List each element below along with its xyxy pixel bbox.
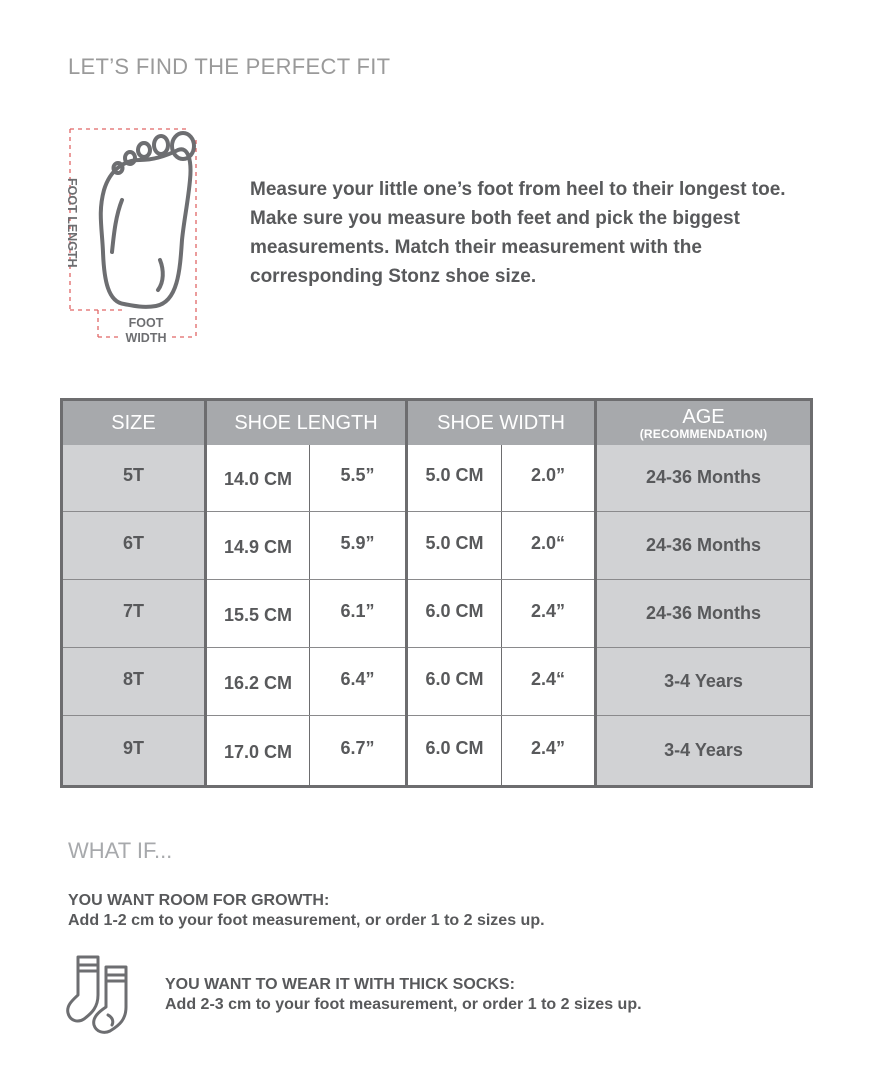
length-cm-value: 16.2 CM — [223, 672, 293, 693]
tip-growth-text: Add 1-2 cm to your foot measurement, or order 1 to 2 sizes up. — [68, 912, 545, 929]
width-in-cell — [502, 715, 596, 786]
length-cm-value: 14.0 CM — [223, 469, 293, 490]
tip-growth — [68, 892, 788, 930]
length-cm-value: 14.9 CM — [223, 536, 293, 557]
header-age-sub: (RECOMMENDATION) — [639, 426, 768, 441]
age-cell — [596, 445, 812, 511]
age-cell — [596, 647, 812, 715]
size-value: 9T — [122, 737, 144, 758]
size-cell — [62, 579, 206, 647]
width-in-cell — [502, 579, 596, 647]
width-in-value: 2.0“ — [531, 532, 566, 553]
length-in-value: 6.1” — [340, 600, 375, 621]
size-cell — [62, 445, 206, 511]
whatif-title: WHAT IF... — [68, 838, 173, 863]
size-cell — [62, 715, 206, 786]
size-cell — [62, 647, 206, 715]
length-in-cell — [310, 511, 407, 579]
foot-width-label-1: FOOT — [128, 316, 164, 330]
age-cell — [596, 579, 812, 647]
age-value: 24-36 Months — [646, 534, 762, 555]
length-in-cell — [310, 715, 407, 786]
age-value: 24-36 Months — [646, 467, 762, 488]
width-cm-value: 5.0 CM — [425, 465, 484, 486]
table-row — [62, 445, 812, 511]
length-cm-value: 17.0 CM — [223, 741, 293, 762]
age-value: 3-4 Years — [664, 739, 743, 760]
length-cm-value: 15.5 CM — [223, 604, 293, 625]
foot-icon — [60, 120, 210, 350]
width-in-cell — [502, 445, 596, 511]
size-chart — [60, 398, 810, 788]
length-in-cell — [310, 445, 407, 511]
tip-growth-title: YOU WANT ROOM FOR GROWTH: — [68, 892, 330, 909]
length-cm-cell — [206, 511, 310, 579]
width-in-value: 2.0” — [531, 465, 566, 486]
width-in-cell — [502, 647, 596, 715]
length-in-value: 5.9” — [340, 532, 375, 553]
foot-width-label-2: WIDTH — [125, 331, 167, 345]
width-cm-value: 5.0 CM — [425, 532, 484, 553]
table-row — [62, 715, 812, 786]
size-value: 6T — [122, 532, 144, 553]
width-cm-value: 6.0 CM — [425, 737, 484, 758]
length-in-cell — [310, 647, 407, 715]
length-cm-cell — [206, 647, 310, 715]
width-cm-value: 6.0 CM — [425, 668, 484, 689]
table-header-row — [62, 400, 812, 446]
age-cell — [596, 715, 812, 786]
width-cm-value: 6.0 CM — [425, 600, 484, 621]
table-row — [62, 511, 812, 579]
size-value: 7T — [122, 600, 144, 621]
width-cm-cell — [407, 715, 502, 786]
width-cm-cell — [407, 511, 502, 579]
length-in-value: 6.7” — [340, 737, 375, 758]
width-in-cell — [502, 511, 596, 579]
tip-socks — [165, 976, 805, 1014]
length-in-value: 5.5” — [340, 465, 375, 486]
width-cm-cell — [407, 647, 502, 715]
width-in-value: 2.4” — [531, 737, 566, 758]
width-in-value: 2.4” — [531, 600, 566, 621]
size-value: 8T — [122, 668, 144, 689]
length-cm-cell — [206, 579, 310, 647]
header-age — [596, 400, 812, 446]
length-cm-cell — [206, 715, 310, 786]
width-cm-cell — [407, 579, 502, 647]
length-in-cell — [310, 579, 407, 647]
foot-measure-diagram — [60, 120, 210, 350]
size-value: 5T — [122, 465, 144, 486]
length-in-value: 6.4” — [340, 668, 375, 689]
size-table — [60, 398, 813, 788]
header-size: SIZE — [62, 400, 206, 446]
header-shoe-length: SHOE LENGTH — [206, 400, 407, 446]
size-cell — [62, 511, 206, 579]
age-cell — [596, 511, 812, 579]
intro-text: Measure your little one’s foot from heel to their longest toe. Make sure you measure both feet and pick the biggest measurements. Match their measurement with the corresponding Stonz shoe size. — [250, 179, 786, 287]
header-age-label: AGE — [682, 405, 725, 428]
foot-length-label: FOOT LENGTH — [65, 178, 79, 268]
table-row — [62, 647, 812, 715]
width-cm-cell — [407, 445, 502, 511]
width-in-value: 2.4“ — [531, 668, 566, 689]
header-shoe-width: SHOE WIDTH — [407, 400, 596, 446]
page-title: LET’S FIND THE PERFECT FIT — [68, 54, 391, 79]
table-row — [62, 579, 812, 647]
tip-socks-text: Add 2-3 cm to your foot measurement, or order 1 to 2 sizes up. — [165, 996, 642, 1013]
socks-icon — [62, 955, 142, 1035]
age-value: 24-36 Months — [646, 602, 762, 623]
length-cm-cell — [206, 445, 310, 511]
age-value: 3-4 Years — [664, 670, 743, 691]
tip-socks-title: YOU WANT TO WEAR IT WITH THICK SOCKS: — [165, 976, 515, 993]
